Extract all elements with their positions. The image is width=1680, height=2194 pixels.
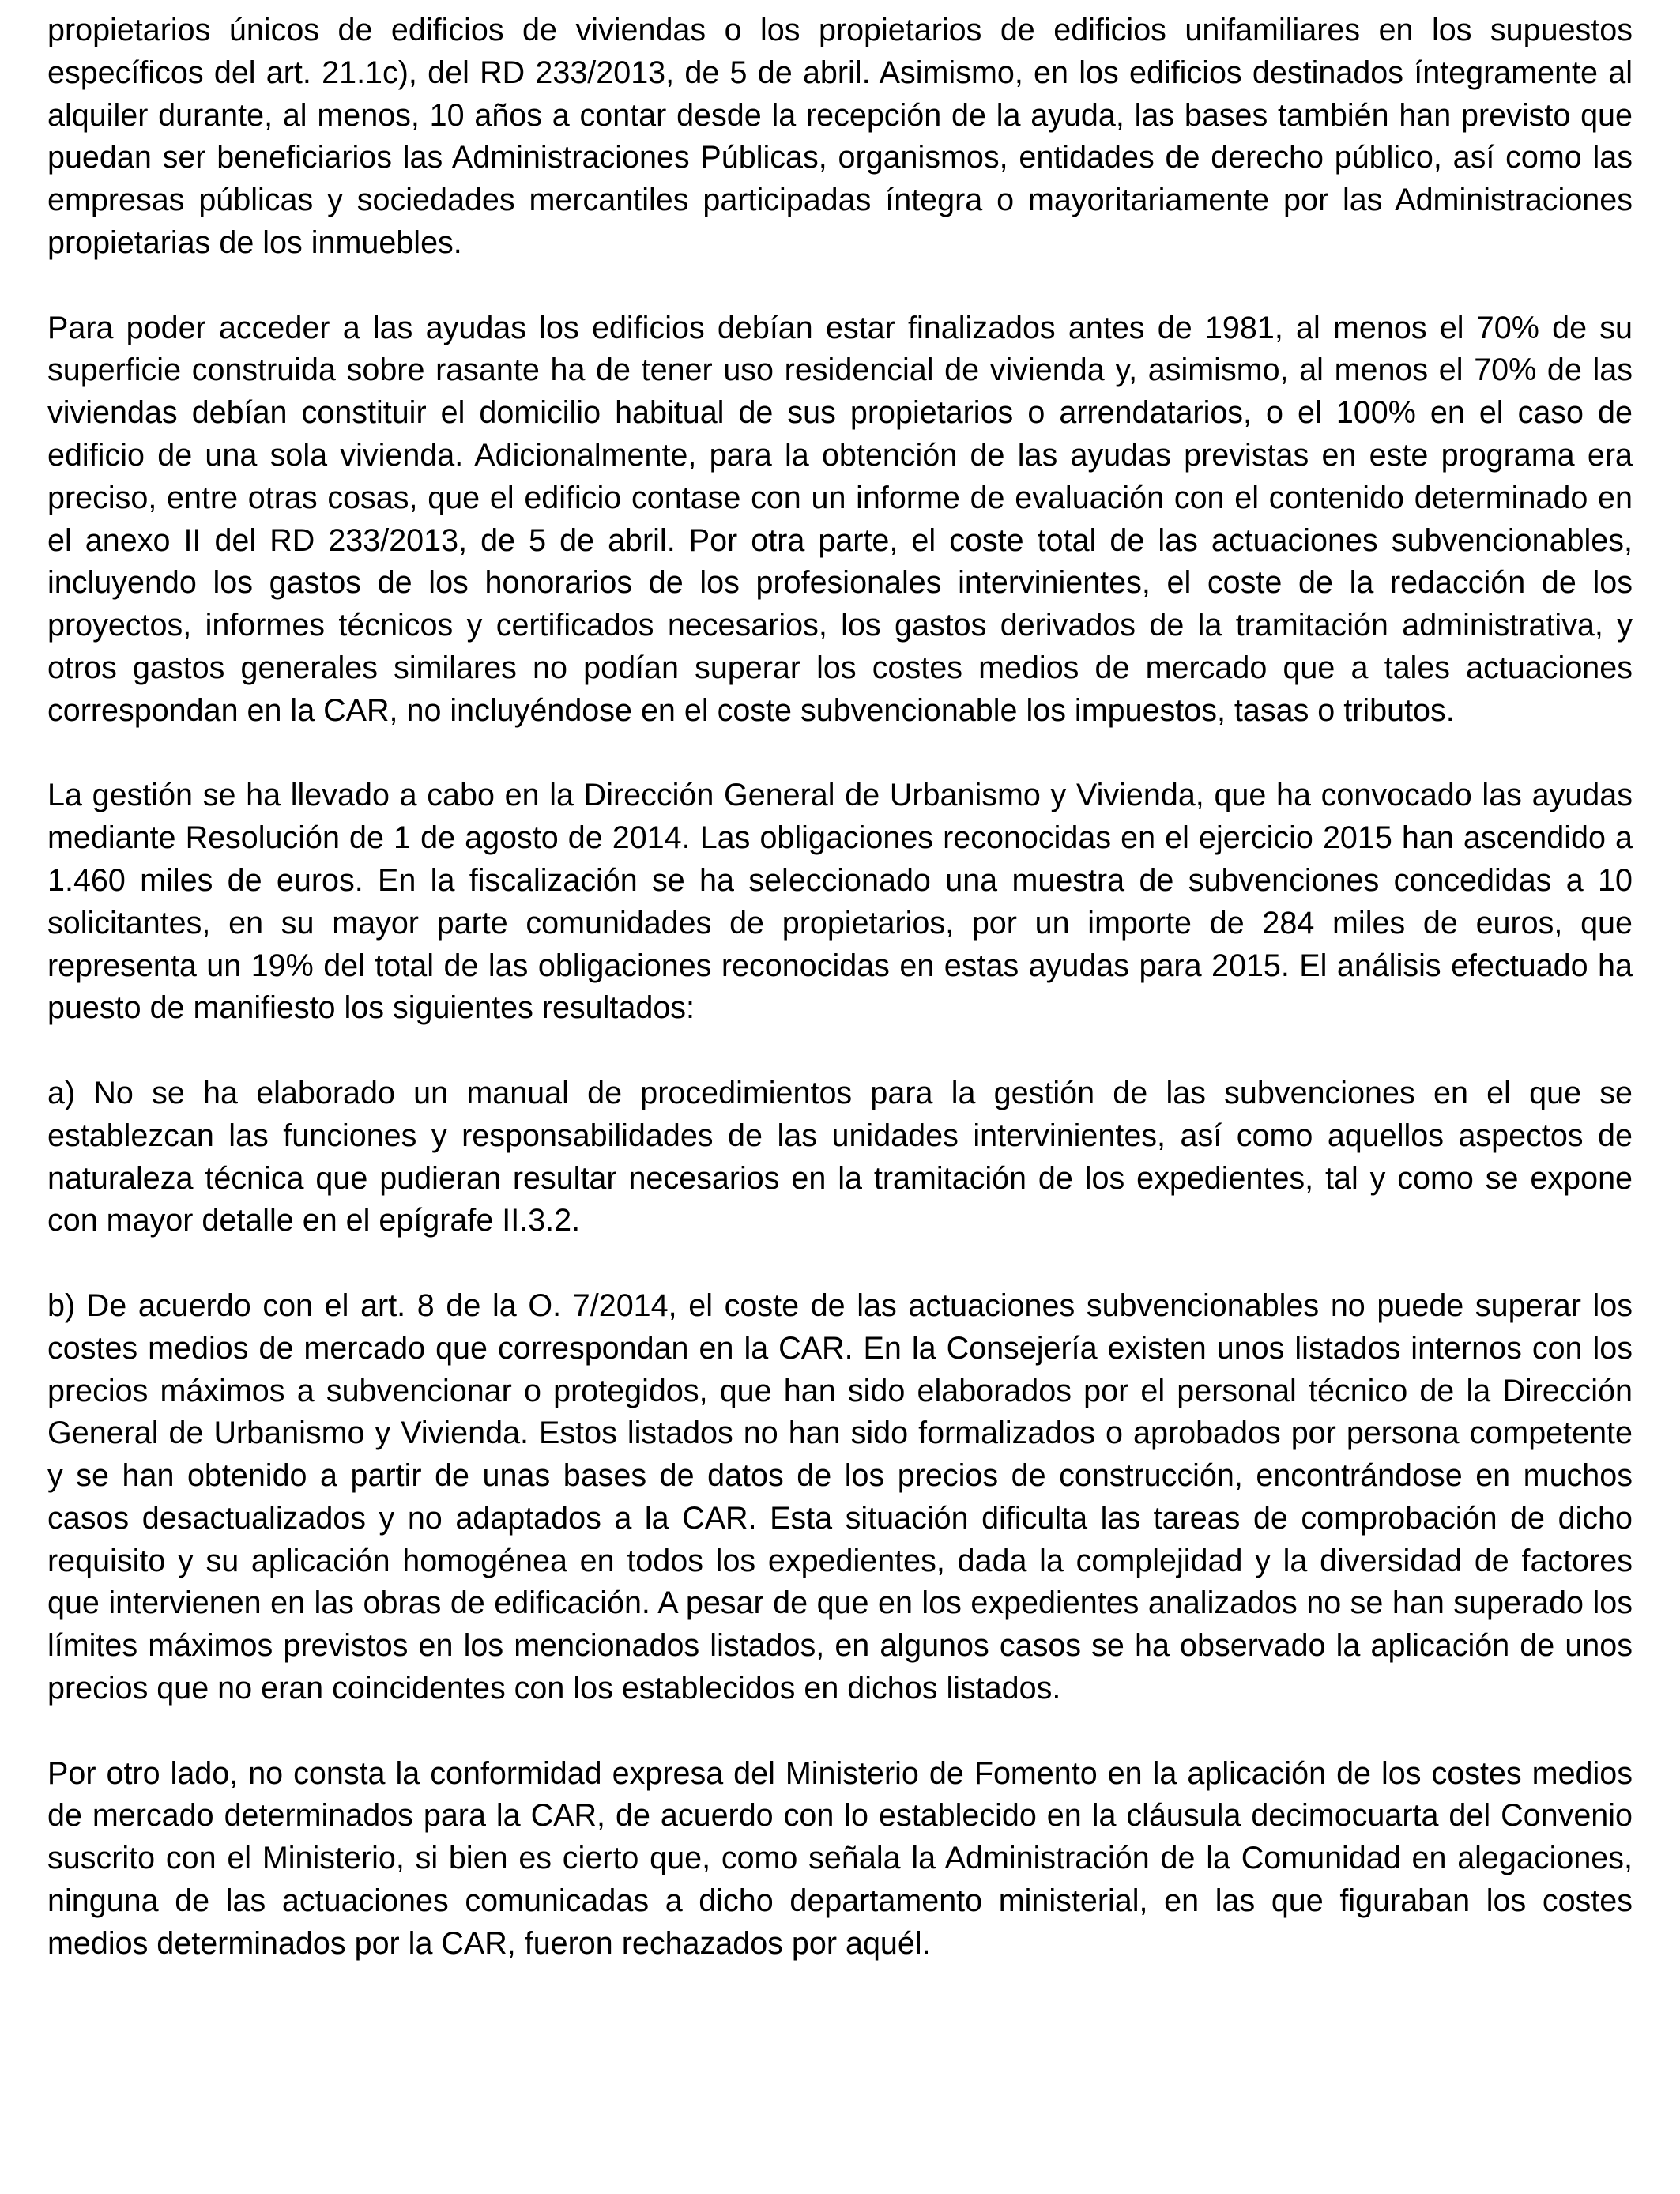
paragraph-access-requirements: Para poder acceder a las ayudas los edificios debían estar finalizados antes de 1981, al menos el 70% de su superficie construida sobre rasante ha de tener uso residencial de vivienda y, asimismo, al menos el 70% de las viviendas debían constituir el domicilio habitual de sus propietarios o arrendatarios, o el 100% en el caso de edificio de una sola vivienda. Adicionalmente, para la obtención de las ayudas previstas en este programa era preciso, entre otras cosas, que el edificio contase con un informe de evaluación con el contenido determinado en el anexo II del RD 233/2013, de 5 de abril. Por otra parte, el coste total de las actuaciones subvencionables, incluyendo los gastos de los honorarios de los profesionales intervinientes, el coste de la redacción de los proyectos, informes técnicos y certificados necesarios, los gastos derivados de la tramitación administrativa, y otros gastos generales similares no podían superar los costes medios de mercado que a tales actuaciones correspondan en la CAR, no incluyéndose en el coste subvencionable los impuestos, tasas o tributos. (47, 310, 1633, 728)
document-page (47, 9, 1633, 1966)
paragraph-finding-b: b) De acuerdo con el art. 8 de la O. 7/2014, el coste de las actuaciones subvencionables no puede superar los costes medios de mercado que correspondan en la CAR. En la Consejería existen unos listados internos con los precios máximos a subvencionar o protegidos, que han sido elaborados por el personal técnico de la Dirección General de Urbanismo y Vivienda. Estos listados no han sido formalizados o aprobados por persona competente y se han obtenido a partir de unas bases de datos de los precios de construcción, encontrándose en muchos casos desactualizados y no adaptados a la CAR. Esta situación dificulta las tareas de comprobación de dicho requisito y su aplicación homogénea en todos los expedientes, dada la complejidad y la diversidad de factores que intervienen en las obras de edificación. A pesar de que en los expedientes analizados no se han superado los límites máximos previstos en los mencionados listados, en algunos casos se ha observado la aplicación de unos precios que no eran coincidentes con los establecidos en dichos listados. (47, 1287, 1633, 1706)
paragraph-eligible-beneficiaries: propietarios únicos de edificios de viviendas o los propietarios de edificios unifamiliares en los supuestos específicos del art. 21.1c), del RD 233/2013, de 5 de abril. Asimismo, en los edificios destinados íntegramente al alquiler durante, al menos, 10 años a contar desde la recepción de la ayuda, las bases también han previsto que puedan ser beneficiarios las Administraciones Públicas, organismos, entidades de derecho público, así como las empresas públicas y sociedades mercantiles participadas íntegra o mayoritariamente por las Administraciones propietarias de los inmuebles. (47, 13, 1633, 260)
paragraph-finding-a: a) No se ha elaborado un manual de procedimientos para la gestión de las subvenciones en el que se establezcan las funciones y responsabilidades de las unidades intervinientes, así como aquellos aspectos de naturaleza técnica que pudieran resultar necesarios en la tramitación de los expedientes, tal y como se expone con mayor detalle en el epígrafe II.3.2. (47, 1075, 1633, 1238)
paragraph-management-sample: La gestión se ha llevado a cabo en la Dirección General de Urbanismo y Vivienda, que ha convocado las ayudas mediante Resolución de 1 de agosto de 2014. Las obligaciones reconocidas en el ejercicio 2015 han ascendido a 1.460 miles de euros. En la fiscalización se ha seleccionado una muestra de subvenciones concedidas a 10 solicitantes, en su mayor parte comunidades de propietarios, por un importe de 284 miles de euros, que representa un 19% del total de las obligaciones reconocidas en estas ayudas para 2015. El análisis efectuado ha puesto de manifiesto los siguientes resultados: (47, 778, 1633, 1026)
paragraph-ministry-conformity: Por otro lado, no consta la conformidad expresa del Ministerio de Fomento en la aplicación de los costes medios de mercado determinados para la CAR, de acuerdo con lo establecido en la cláusula decimocuarta del Convenio suscrito con el Ministerio, si bien es cierto que, como señala la Administración de la Comunidad en alegaciones, ninguna de las actuaciones comunicadas a dicho departamento ministerial, en las que figuraban los costes medios determinados por la CAR, fueron rechazados por aquél. (47, 1755, 1633, 1961)
